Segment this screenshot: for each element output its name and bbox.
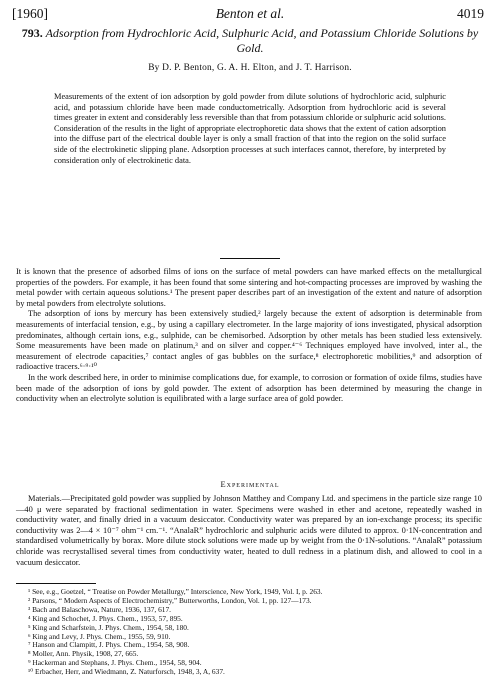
page-number: 4019 (457, 6, 484, 21)
volume-year: [1960] (12, 6, 48, 21)
experimental-body (16, 494, 482, 568)
body-paragraph: It is known that the presence of adsorbed films of ions on the surface of metal powders can have marked effects on the metallurgical properties of the powders. For example, it has been found that some sintering and hot-compacting processes are improved by washing the metal powder with certain aqueous solutions.¹ The present paper describes part of an investigation of the extent and nature of adsorption by metal powders from electrolyte solutions. (16, 267, 482, 308)
author-line: By D. P. Benton, G. A. H. Elton, and J. T. Harrison. (148, 63, 352, 73)
abstract: Measurements of the extent of ion adsorption by gold powder from dilute solutions of hydrochloric acid, sulphuric acid, and potassium chloride have been made conductometrically. Adsorption from hydrochloric acid is several times greater in extent and considerably less reversible than that from potassium chloride or sulphuric acid solutions. Consideration of the results in the light of appropriate electrophoretic data shows that the extent of cation adsorption into the diffuse part of the electrical double layer is only a small fraction of that into the region on the solid surface side of the electrokinetic slipping plane. Adsorption processes at such interfaces cannot, therefore, by interpreted by consideration only of electrokinetic data. (54, 92, 446, 165)
footnote: ² Parsons, “ Modern Aspects of Electrochemistry,” Butterworths, London, Vol. 1, pp. 127—173. (28, 595, 312, 605)
footnotes (16, 588, 482, 677)
article-title-block (16, 26, 484, 73)
footnote: ⁶ King and Levy, J. Phys. Chem., 1955, 59, 910. (28, 631, 171, 641)
article-title-text: Adsorption from Hydrochloric Acid, Sulphuric Acid, and Potassium Chloride Solutions by Gold. (45, 26, 479, 55)
footnote: ⁷ Hanson and Clampitt, J. Phys. Chem., 1954, 58, 908. (28, 640, 190, 650)
footnote: ⁴ King and Schochet, J. Phys. Chem., 1953, 57, 895. (28, 613, 183, 623)
body-paragraph: In the work described here, in order to minimise complications due, for example, to corrosion or formation of oxide films, studies have been made of the adsorption of ions by gold powder. The extent of adsorption has been determined by measuring the change in conductivity when an electrolyte solution is equilibrated with a large surface area of gold powder. (16, 372, 482, 404)
footnote: ³ Bach and Balaschowa, Nature, 1936, 137, 617. (28, 604, 172, 614)
footnote: ⁵ King and Scharfstein, J. Phys. Chem., 1954, 58, 180. (28, 622, 189, 632)
footnote: ⁸ Moller, Ann. Physik, 1908, 27, 665. (28, 649, 139, 659)
divider-rule (220, 258, 280, 259)
section-heading: Experimental (220, 480, 280, 489)
footnote: ¹⁰ Erbacher, Herr, and Wiedmann, Z. Naturforsch, 1948, 3, A, 637. (28, 667, 225, 677)
article-number: 793. (21, 26, 43, 40)
footnote: ⁹ Hackerman and Stephans, J. Phys. Chem., 1954, 58, 904. (28, 658, 202, 668)
footnote-rule (16, 583, 96, 584)
materials-paragraph: Materials.—Precipitated gold powder was supplied by Johnson Matthey and Company Ltd. and specimens in the particle size range 10—40 μ were separated by fractional sedimentation in water. Specimens were washed in ether and acetone, repeatedly washed in conductivity water, and finally dried in a vacuum desiccator. Conductivity water was prepared by an ion-exchange process; its specific conductivity was 2—4 × 10⁻⁷ ohm⁻¹ cm.⁻¹. “AnalaR” hydrochloric and sulphuric acids were diluted to approx. 0·1N-concentration and standardised volumetrically by borax. More dilute stock solutions were made up by weight from the 0·1N-solutions. “AnalaR” potassium chloride was recrystallised several times from conductivity water, heated to dull redness in a platinum dish, and allowed to cool in a vacuum desiccator. (16, 494, 482, 567)
article-title (16, 26, 484, 56)
running-head-authors: Benton et al. (215, 6, 285, 21)
footnote: ¹ See, e.g., Goetzel, “ Treatise on Powder Metallurgy,” Interscience, New York, 1949, Vol. I, p. 263. (28, 587, 323, 596)
body-paragraph: The adsorption of ions by mercury has been extensively studied,² largely because the extent of adsorption is determinable from measurements of interfacial tension, e.g., by using a capillary electrometer. In the large majority of ions investigated, physical adsorption predominates, although certain ions, e.g., sulphide, can be chemisorbed. Adsorption by other metals has been studied less extensively. Some measurements have been made on platinum,³ and on silver and copper.⁴⁻⁶ Techniques employed have involved, inter al., the measurement of electrode capacities,⁷ contact angles of gas bubbles on the surface,⁸ electrophoretic mobilities,⁹ and adsorption of radioactive tracers.⁶·⁹·¹⁰ (16, 309, 482, 372)
introduction-body (16, 267, 482, 405)
